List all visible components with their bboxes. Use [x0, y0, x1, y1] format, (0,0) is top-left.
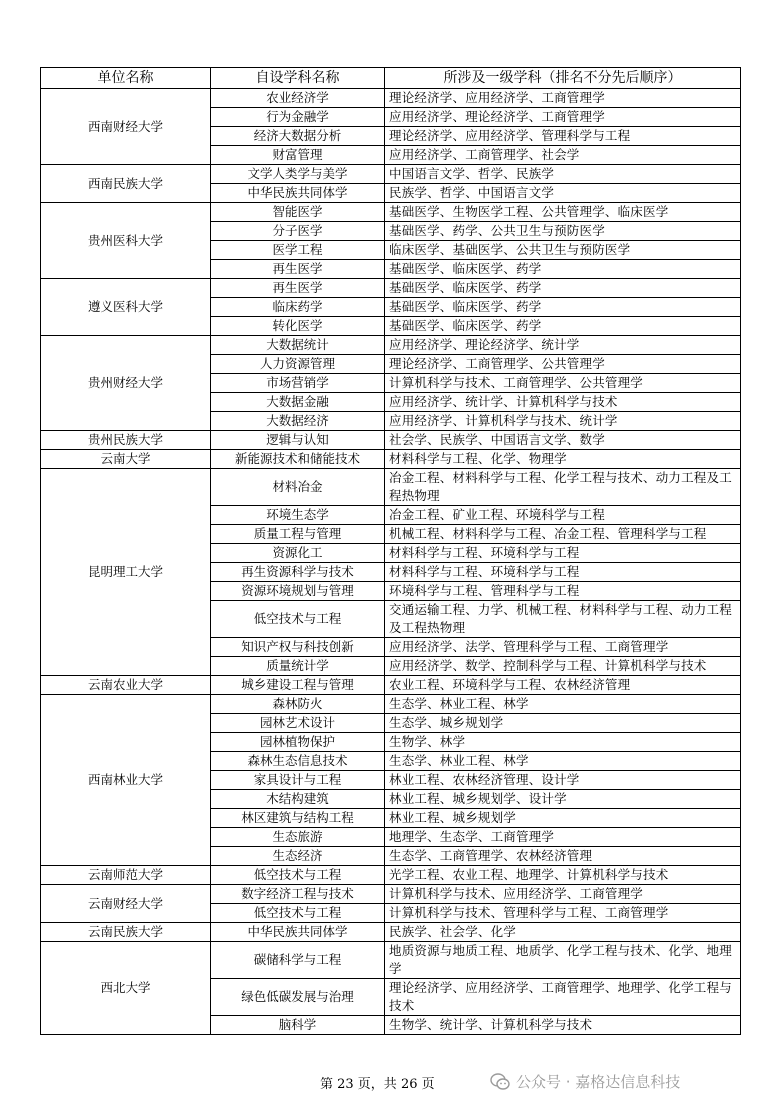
subject-name: 碳储科学与工程: [211, 942, 385, 979]
subject-name: 园林艺术设计: [211, 714, 385, 733]
table-row: [41, 89, 741, 108]
university-name: 西南财经大学: [41, 89, 211, 165]
university-name: 西南民族大学: [41, 165, 211, 203]
header-university: 单位名称: [41, 68, 211, 89]
subject-name: 财富管理: [211, 146, 385, 165]
related-disciplines: 冶金工程、矿业工程、环境科学与工程: [385, 506, 741, 525]
subject-name: 大数据经济: [211, 412, 385, 431]
subject-name: 森林防火: [211, 695, 385, 714]
subject-name: 木结构建筑: [211, 790, 385, 809]
related-disciplines: 基础医学、临床医学、药学: [385, 317, 741, 336]
subject-name: 中华民族共同体学: [211, 184, 385, 203]
related-disciplines: 中国语言文学、哲学、民族学: [385, 165, 741, 184]
related-disciplines: 基础医学、生物医学工程、公共管理学、临床医学: [385, 203, 741, 222]
related-disciplines: 计算机科学与技术、工商管理学、公共管理学: [385, 374, 741, 393]
related-disciplines: 计算机科学与技术、应用经济学、工商管理学: [385, 885, 741, 904]
page-footer: [0, 1071, 782, 1093]
subject-name: 新能源技术和储能技术: [211, 450, 385, 469]
table-row: [41, 450, 741, 469]
subject-name: 再生资源科学与技术: [211, 563, 385, 582]
table-row: [41, 695, 741, 714]
related-disciplines: 计算机科学与技术、管理科学与工程、工商管理学: [385, 904, 741, 923]
related-disciplines: 民族学、哲学、中国语言文学: [385, 184, 741, 203]
subject-name: 林区建筑与结构工程: [211, 809, 385, 828]
related-disciplines: 理论经济学、应用经济学、工商管理学、地理学、化学工程与技术: [385, 979, 741, 1016]
subject-name: 森林生态信息技术: [211, 752, 385, 771]
watermark-text: 公众号 · 嘉格达信息科技: [516, 1073, 681, 1091]
table-row: [41, 942, 741, 979]
subject-name: 家具设计与工程: [211, 771, 385, 790]
related-disciplines: 地理学、生态学、工商管理学: [385, 828, 741, 847]
related-disciplines: 生态学、林业工程、林学: [385, 752, 741, 771]
related-disciplines: 生态学、城乡规划学: [385, 714, 741, 733]
related-disciplines: 理论经济学、应用经济学、工商管理学: [385, 89, 741, 108]
subject-name: 智能医学: [211, 203, 385, 222]
related-disciplines: 应用经济学、理论经济学、统计学: [385, 336, 741, 355]
subject-name: 再生医学: [211, 279, 385, 298]
subject-name: 知识产权与科技创新: [211, 638, 385, 657]
table-row: [41, 336, 741, 355]
related-disciplines: 应用经济学、统计学、计算机科学与技术: [385, 393, 741, 412]
related-disciplines: 临床医学、基础医学、公共卫生与预防医学: [385, 241, 741, 260]
related-disciplines: 应用经济学、数学、控制科学与工程、计算机科学与技术: [385, 657, 741, 676]
subject-name: 质量工程与管理: [211, 525, 385, 544]
university-name: 云南民族大学: [41, 923, 211, 942]
university-name: 西北大学: [41, 942, 211, 1035]
subject-name: 转化医学: [211, 317, 385, 336]
subject-name: 低空技术与工程: [211, 601, 385, 638]
related-disciplines: 应用经济学、法学、管理科学与工程、工商管理学: [385, 638, 741, 657]
table-row: [41, 431, 741, 450]
subject-name: 人力资源管理: [211, 355, 385, 374]
watermark: [490, 1071, 680, 1092]
table-row: [41, 165, 741, 184]
related-disciplines: 农业工程、环境科学与工程、农林经济管理: [385, 676, 741, 695]
related-disciplines: 生物学、林学: [385, 733, 741, 752]
subject-name: 大数据金融: [211, 393, 385, 412]
subject-name: 临床药学: [211, 298, 385, 317]
page-number: 第 23 页，共 26 页: [320, 1077, 435, 1092]
related-disciplines: 理论经济学、工商管理学、公共管理学: [385, 355, 741, 374]
university-name: 云南大学: [41, 450, 211, 469]
discipline-table: [40, 67, 741, 1035]
wechat-icon: [490, 1073, 510, 1091]
university-name: 遵义医科大学: [41, 279, 211, 336]
related-disciplines: 地质资源与地质工程、地质学、化学工程与技术、化学、地理学: [385, 942, 741, 979]
subject-name: 分子医学: [211, 222, 385, 241]
subject-name: 绿色低碳发展与治理: [211, 979, 385, 1016]
university-name: 云南师范大学: [41, 866, 211, 885]
university-name: 西南林业大学: [41, 695, 211, 866]
related-disciplines: 基础医学、临床医学、药学: [385, 298, 741, 317]
subject-name: 市场营销学: [211, 374, 385, 393]
table-body: [41, 89, 741, 1035]
related-disciplines: 基础医学、临床医学、药学: [385, 260, 741, 279]
subject-name: 再生医学: [211, 260, 385, 279]
related-disciplines: 林业工程、农林经济管理、设计学: [385, 771, 741, 790]
related-disciplines: 林业工程、城乡规划学: [385, 809, 741, 828]
related-disciplines: 林业工程、城乡规划学、设计学: [385, 790, 741, 809]
subject-name: 行为金融学: [211, 108, 385, 127]
subject-name: 生态旅游: [211, 828, 385, 847]
university-name: 云南财经大学: [41, 885, 211, 923]
subject-name: 脑科学: [211, 1016, 385, 1035]
related-disciplines: 基础医学、临床医学、药学: [385, 279, 741, 298]
subject-name: 农业经济学: [211, 89, 385, 108]
table-row: [41, 469, 741, 506]
header-disciplines: 所涉及一级学科（排名不分先后顺序）: [385, 68, 741, 89]
related-disciplines: 机械工程、材料科学与工程、冶金工程、管理科学与工程: [385, 525, 741, 544]
university-name: 昆明理工大学: [41, 469, 211, 676]
related-disciplines: 生物学、统计学、计算机科学与技术: [385, 1016, 741, 1035]
related-disciplines: 材料科学与工程、环境科学与工程: [385, 544, 741, 563]
table-row: [41, 866, 741, 885]
related-disciplines: 民族学、社会学、化学: [385, 923, 741, 942]
table-row: [41, 203, 741, 222]
university-name: 贵州医科大学: [41, 203, 211, 279]
subject-name: 材料冶金: [211, 469, 385, 506]
table-row: [41, 279, 741, 298]
subject-name: 城乡建设工程与管理: [211, 676, 385, 695]
subject-name: 数字经济工程与技术: [211, 885, 385, 904]
subject-name: 经济大数据分析: [211, 127, 385, 146]
related-disciplines: 环境科学与工程、管理科学与工程: [385, 582, 741, 601]
related-disciplines: 应用经济学、计算机科学与技术、统计学: [385, 412, 741, 431]
table-row: [41, 676, 741, 695]
table-row: [41, 923, 741, 942]
university-name: 云南农业大学: [41, 676, 211, 695]
subject-name: 园林植物保护: [211, 733, 385, 752]
subject-name: 资源环境规划与管理: [211, 582, 385, 601]
related-disciplines: 冶金工程、材料科学与工程、化学工程与技术、动力工程及工程热物理: [385, 469, 741, 506]
subject-name: 文学人类学与美学: [211, 165, 385, 184]
header-row: [41, 68, 741, 89]
subject-name: 质量统计学: [211, 657, 385, 676]
subject-name: 资源化工: [211, 544, 385, 563]
related-disciplines: 应用经济学、工商管理学、社会学: [385, 146, 741, 165]
related-disciplines: 理论经济学、应用经济学、管理科学与工程: [385, 127, 741, 146]
university-name: 贵州财经大学: [41, 336, 211, 431]
subject-name: 中华民族共同体学: [211, 923, 385, 942]
subject-name: 低空技术与工程: [211, 904, 385, 923]
university-name: 贵州民族大学: [41, 431, 211, 450]
related-disciplines: 交通运输工程、力学、机械工程、材料科学与工程、动力工程及工程热物理: [385, 601, 741, 638]
related-disciplines: 材料科学与工程、环境科学与工程: [385, 563, 741, 582]
related-disciplines: 社会学、民族学、中国语言文学、数学: [385, 431, 741, 450]
subject-name: 低空技术与工程: [211, 866, 385, 885]
related-disciplines: 生态学、工商管理学、农林经济管理: [385, 847, 741, 866]
related-disciplines: 光学工程、农业工程、地理学、计算机科学与技术: [385, 866, 741, 885]
header-subject: 自设学科名称: [211, 68, 385, 89]
table-row: [41, 885, 741, 904]
subject-name: 逻辑与认知: [211, 431, 385, 450]
subject-name: 医学工程: [211, 241, 385, 260]
subject-name: 大数据统计: [211, 336, 385, 355]
related-disciplines: 基础医学、药学、公共卫生与预防医学: [385, 222, 741, 241]
subject-name: 环境生态学: [211, 506, 385, 525]
related-disciplines: 材料科学与工程、化学、物理学: [385, 450, 741, 469]
related-disciplines: 生态学、林业工程、林学: [385, 695, 741, 714]
related-disciplines: 应用经济学、理论经济学、工商管理学: [385, 108, 741, 127]
subject-name: 生态经济: [211, 847, 385, 866]
